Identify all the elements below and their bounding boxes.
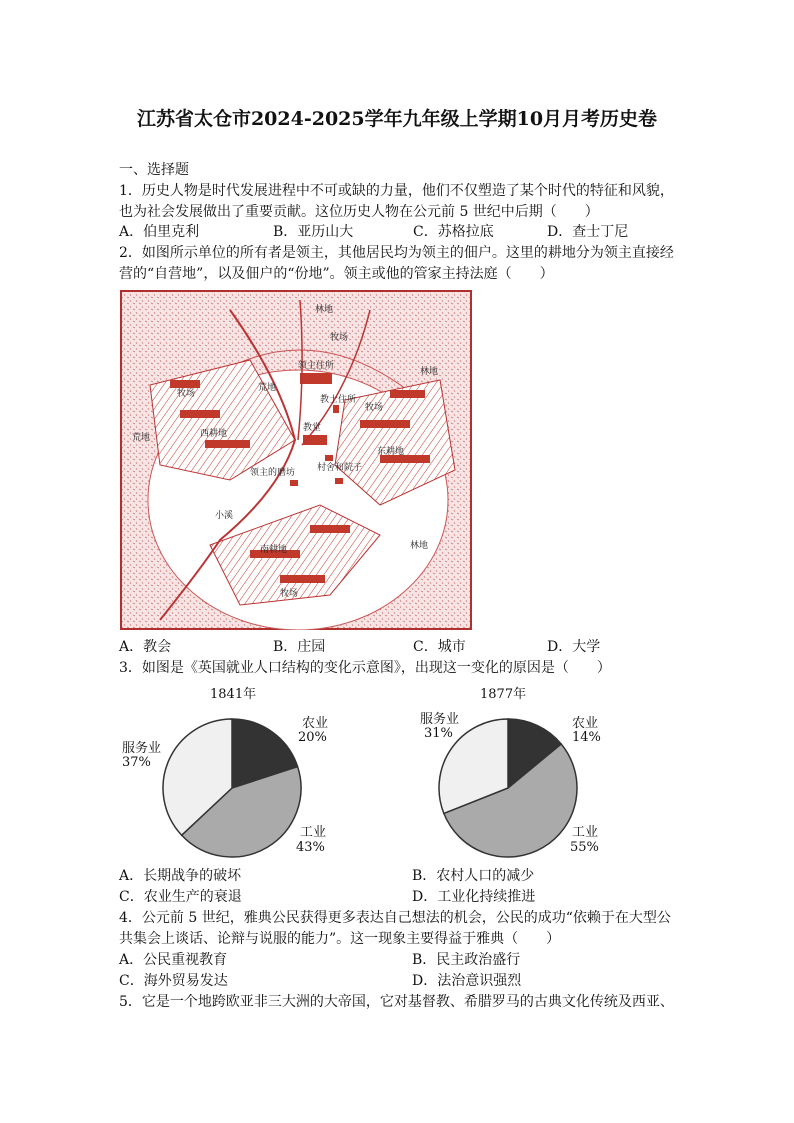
q3-option-c: C．农业生产的衰退 (119, 889, 242, 905)
pie-chart-1877 (410, 680, 660, 860)
q3-line1: 3．如图是《英国就业人口结构的变化示意图》，出现这一变化的原因是（ ） (119, 660, 611, 676)
label-forest-top: 林地 (315, 305, 334, 315)
q4-option-c: C．海外贸易发达 (119, 973, 228, 989)
label-pasture-top: 牧场 (330, 333, 349, 343)
q1-line1: 1．历史人物是时代发展进程中不可或缺的力量，他们不仅塑造了某个时代的特征和风貌， (119, 183, 674, 199)
q3-option-d: D．工业化持续推进 (412, 889, 536, 905)
q1-option-b: B．亚历山大 (273, 224, 354, 240)
pie-1877-label-industry: 工业 (572, 825, 599, 840)
label-brook: 小溪 (215, 511, 234, 521)
q2-option-a: A．教会 (119, 639, 172, 655)
q2-option-b: B．庄园 (273, 639, 326, 655)
pie-1841-value-service: 37% (122, 755, 151, 770)
pie-1841-value-agri: 20% (298, 730, 327, 745)
pie-1841-title: 1841年 (210, 687, 257, 702)
pie-1841-value-industry: 43% (296, 840, 325, 855)
pie-1877-label-service: 服务业 (420, 712, 460, 727)
q2-option-d: D．大学 (547, 639, 601, 655)
q2-line2: 营的“自营地”，以及佃户的“份地”。领主或他的管家主持法庭（ ） (119, 266, 554, 282)
label-south-field: 南耕地 (260, 545, 288, 555)
q4-option-b: B．民主政治盛行 (412, 952, 521, 968)
pie-1877-label-agri: 农业 (572, 716, 599, 731)
label-lord-residence: 领主住所 (298, 361, 335, 371)
q3-option-a: A．长期战争的破坏 (119, 868, 242, 884)
pie-1877-value-industry: 55% (570, 840, 599, 855)
label-pasture-left: 牧场 (177, 389, 196, 399)
label-west-field: 西耕地 (200, 429, 228, 439)
label-forest-bottom: 林地 (410, 541, 429, 551)
pie-1841-label-service: 服务业 (122, 741, 162, 756)
q4-option-a: A．公民重视教育 (119, 952, 228, 968)
label-forest-right: 林地 (420, 367, 439, 377)
q4-line2: 共集会上谈话、论辩与说服的能力”。这一现象主要得益于雅典（ ） (119, 931, 561, 947)
section-heading: 一、选择题 (119, 162, 189, 178)
label-mill: 领主的磨坊 (250, 468, 296, 478)
label-pasture-right: 牧场 (365, 403, 384, 413)
label-village: 村舍和院子 (317, 463, 363, 473)
pie-1841-label-agri: 农业 (302, 716, 329, 731)
label-pasture-bottom: 牧场 (280, 589, 299, 599)
label-church: 教堂 (303, 423, 322, 433)
q2-line1: 2．如图所示单位的所有者是领主，其他居民均为领主的佃户。这里的耕地分为领主直接经 (119, 245, 674, 261)
pie-1877-value-service: 31% (424, 726, 453, 741)
q1-line2: 也为社会发展做出了重要贡献。这位历史人物在公元前 5 世纪中后期（ ） (119, 204, 599, 220)
q1-option-a: A．伯里克利 (119, 224, 200, 240)
q1-option-c: C．苏格拉底 (413, 224, 494, 240)
label-edge-left: 荒地 (132, 433, 151, 443)
q5-line1: 5．它是一个地跨欧亚非三大洲的大帝国，它对基督教、希腊罗马的古典文化传统及西亚、 (119, 994, 674, 1010)
q2-option-c: C．城市 (413, 639, 466, 655)
label-east-field: 东耕地 (377, 447, 405, 457)
page-title: 江苏省太仓市2024-2025学年九年级上学期10月月考历史卷 (136, 108, 658, 130)
pie-1877-value-agri: 14% (572, 730, 601, 745)
pie-1877-title: 1877年 (480, 687, 527, 702)
q4-option-d: D．法治意识强烈 (412, 973, 522, 989)
label-priest-residence: 教士住所 (320, 395, 357, 405)
q1-option-d: D．查士丁尼 (547, 224, 629, 240)
pie-1841-label-industry: 工业 (300, 825, 327, 840)
manor-map (120, 290, 472, 630)
pie-chart-1841 (110, 680, 360, 860)
q4-line1: 4．公元前 5 世纪，雅典公民获得更多表达自己想法的机会，公民的成功“依赖于在大型公 (119, 910, 671, 926)
q3-option-b: B．农村人口的减少 (412, 868, 535, 884)
label-waste-left: 荒地 (258, 383, 277, 393)
